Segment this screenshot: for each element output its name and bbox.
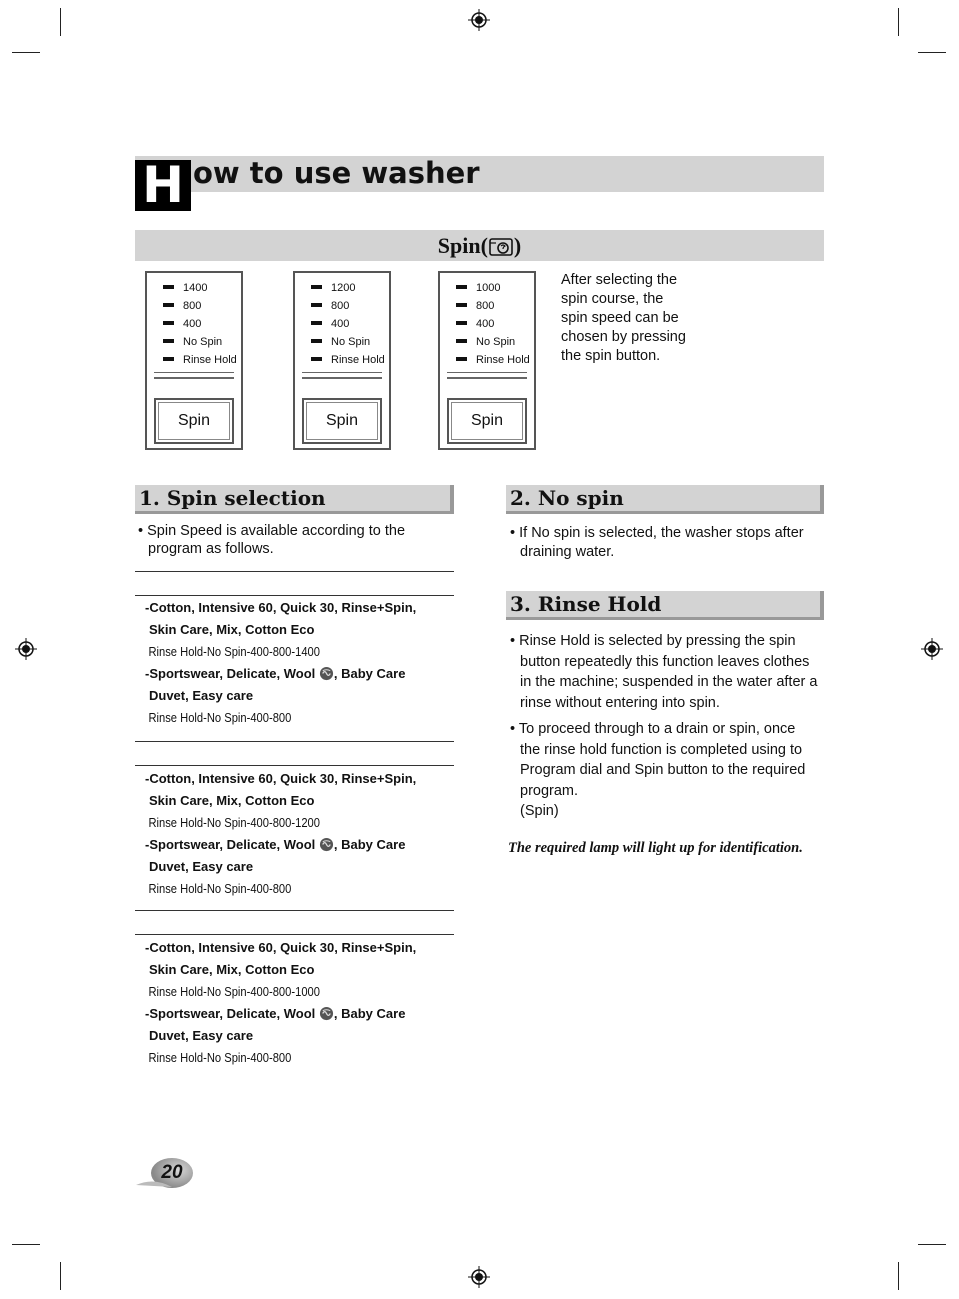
panel-divider bbox=[302, 372, 382, 379]
crop-mark bbox=[918, 52, 946, 53]
spin-title-bar bbox=[135, 230, 824, 261]
divider bbox=[135, 765, 454, 766]
spin-option: No Spin bbox=[163, 333, 237, 351]
panel-divider bbox=[447, 372, 527, 379]
spin-option: 400 bbox=[456, 315, 530, 333]
crop-mark bbox=[60, 1262, 61, 1290]
program-group: -Cotton, Intensive 60, Quick 30, Rinse+Spin, Skin Care, Mix, Cotton Eco Rinse Hold-No Spin-400-800-1200 -Sportswear, Delicate, Wool , Baby Care Duvet, Easy care Rinse Hold-No Spin-400-800 bbox=[145, 771, 417, 896]
divider bbox=[135, 934, 454, 935]
spin-option: 1200 bbox=[311, 279, 385, 297]
spin-option: 400 bbox=[311, 315, 385, 333]
rinse-hold-text: • Rinse Hold is selected by pressing the spin button repeatedly this function leaves clothes in the machine; suspended in the water after a rinse without entering into spin. • To proceed through to a drain or spin, once the rinse hold function is completed using to Program dial and Spin button to the required program. (Spin) bbox=[510, 633, 818, 819]
crop-mark bbox=[898, 8, 899, 36]
spin-option: 1400 bbox=[163, 279, 237, 297]
spin-intro-text: After selecting the spin course, the spin speed can be chosen by pressing the spin button. bbox=[561, 272, 686, 364]
crop-mark bbox=[60, 8, 61, 36]
spin-button[interactable]: Spin bbox=[302, 398, 382, 444]
spin-selection-text: • Spin Speed is available according to the program as follows. bbox=[138, 523, 406, 557]
spin-panel bbox=[293, 271, 391, 450]
header-initial: H bbox=[135, 160, 191, 211]
registration-mark-icon bbox=[15, 638, 37, 660]
crop-mark bbox=[918, 1244, 946, 1245]
spin-panel bbox=[438, 271, 536, 450]
wool-icon bbox=[319, 666, 334, 681]
spin-option: 800 bbox=[456, 297, 530, 315]
divider bbox=[135, 595, 454, 596]
spin-option: Rinse Hold bbox=[311, 351, 385, 369]
crop-mark bbox=[12, 52, 40, 53]
divider bbox=[135, 910, 454, 911]
spin-button[interactable]: Spin bbox=[154, 398, 234, 444]
registration-mark-icon bbox=[468, 9, 490, 31]
page-number: 20 bbox=[161, 1162, 183, 1183]
spin-option: 400 bbox=[163, 315, 237, 333]
section-header-no-spin: 2. No spin bbox=[506, 485, 824, 514]
page-number-badge bbox=[134, 1157, 194, 1189]
no-spin-text: • If No spin is selected, the washer stops after draining water. bbox=[510, 525, 804, 560]
spin-option: Rinse Hold bbox=[163, 351, 237, 369]
spin-option: 1000 bbox=[456, 279, 530, 297]
wool-icon bbox=[319, 1006, 334, 1021]
spin-option: No Spin bbox=[311, 333, 385, 351]
spin-option: No Spin bbox=[456, 333, 530, 351]
divider bbox=[135, 571, 454, 572]
panel-divider bbox=[154, 372, 234, 379]
wool-icon bbox=[319, 837, 334, 852]
section-header-spin-selection: 1. Spin selection bbox=[135, 485, 454, 514]
crop-mark bbox=[12, 1244, 40, 1245]
program-group: -Cotton, Intensive 60, Quick 30, Rinse+Spin, Skin Care, Mix, Cotton Eco Rinse Hold-No Spin-400-800-1000 -Sportswear, Delicate, Wool , Baby Care Duvet, Easy care Rinse Hold-No Spin-400-800 bbox=[145, 940, 417, 1065]
program-group: -Cotton, Intensive 60, Quick 30, Rinse+Spin, Skin Care, Mix, Cotton Eco Rinse Hold-No Spin-400-800-1400 -Sportswear, Delicate, Wool , Baby Care Duvet, Easy care Rinse Hold-No Spin-400-800 bbox=[145, 600, 417, 725]
registration-mark-icon bbox=[921, 638, 943, 660]
section-header-rinse-hold: 3. Rinse Hold bbox=[506, 591, 824, 620]
identification-note: The required lamp will light up for identification. bbox=[508, 840, 803, 856]
spin-option: 800 bbox=[163, 297, 237, 315]
spin-option: Rinse Hold bbox=[456, 351, 530, 369]
crop-mark bbox=[898, 1262, 899, 1290]
spin-drum-icon bbox=[488, 237, 514, 257]
spin-option: 800 bbox=[311, 297, 385, 315]
spin-button[interactable]: Spin bbox=[447, 398, 527, 444]
spin-panel bbox=[145, 271, 243, 450]
registration-mark-icon bbox=[468, 1266, 490, 1288]
page-title: ow to use washer bbox=[193, 156, 480, 190]
spin-title: Spin( ) bbox=[437, 233, 522, 258]
divider bbox=[135, 741, 454, 742]
